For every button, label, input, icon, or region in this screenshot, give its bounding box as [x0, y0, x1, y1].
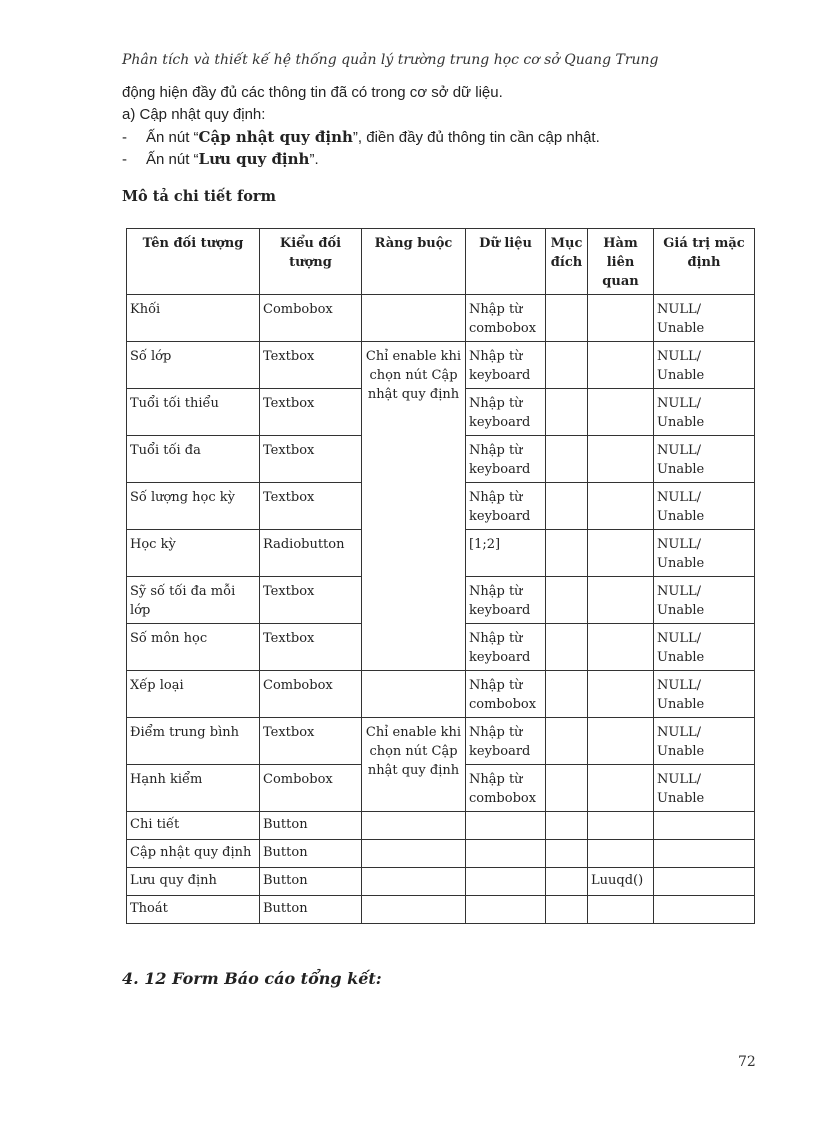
cell-type: Button — [260, 812, 362, 840]
cell-data: Nhập từ combobox — [466, 295, 546, 342]
cell-data — [466, 840, 546, 868]
cell-data: Nhập từ keyboard — [466, 483, 546, 530]
cell-type: Textbox — [260, 718, 362, 765]
cell-constraint — [362, 295, 466, 342]
cell-purpose — [546, 530, 588, 577]
cell-name: Xếp loại — [127, 671, 260, 718]
cell-function: Luuqd() — [588, 868, 654, 896]
cell-data: Nhập từ keyboard — [466, 624, 546, 671]
cell-purpose — [546, 342, 588, 389]
cell-function — [588, 577, 654, 624]
cell-default: NULL/ Unable — [654, 436, 755, 483]
cell-default: NULL/ Unable — [654, 718, 755, 765]
header-cell: Kiểu đối tượng — [260, 229, 362, 295]
cell-function — [588, 342, 654, 389]
bullet-line — [122, 126, 600, 149]
cell-default: NULL/ Unable — [654, 342, 755, 389]
table-header-row — [127, 229, 755, 295]
cell-purpose — [546, 624, 588, 671]
cell-constraint-merged: Chỉ enable khi chọn nút Cập nhật quy định — [362, 718, 466, 812]
cell-function — [588, 389, 654, 436]
cell-name: Số lượng học kỳ — [127, 483, 260, 530]
cell-purpose — [546, 812, 588, 840]
cell-name: Số môn học — [127, 624, 260, 671]
cell-default: NULL/ Unable — [654, 577, 755, 624]
cell-function — [588, 812, 654, 840]
cell-purpose — [546, 840, 588, 868]
cell-type: Textbox — [260, 624, 362, 671]
cell-default: NULL/ Unable — [654, 295, 755, 342]
header-cell: Hàm liên quan — [588, 229, 654, 295]
cell-type: Textbox — [260, 389, 362, 436]
cell-function — [588, 483, 654, 530]
header-cell: Dữ liệu — [466, 229, 546, 295]
cell-type: Button — [260, 868, 362, 896]
cell-purpose — [546, 295, 588, 342]
cell-data: Nhập từ combobox — [466, 671, 546, 718]
section-title: Mô tả chi tiết form — [122, 188, 276, 205]
cell-purpose — [546, 389, 588, 436]
cell-default: NULL/ Unable — [654, 483, 755, 530]
table-row — [127, 868, 755, 896]
running-header: Phân tích và thiết kế hệ thống quản lý trường trung học cơ sở Quang Trung — [122, 52, 659, 68]
cell-name: Thoát — [127, 896, 260, 924]
cell-name: Lưu quy định — [127, 868, 260, 896]
table-row — [127, 295, 755, 342]
cell-default: NULL/ Unable — [654, 530, 755, 577]
header-cell: Ràng buộc — [362, 229, 466, 295]
cell-function — [588, 530, 654, 577]
header-cell: Mục đích — [546, 229, 588, 295]
cell-default: NULL/ Unable — [654, 624, 755, 671]
cell-data: Nhập từ keyboard — [466, 342, 546, 389]
cell-type: Textbox — [260, 483, 362, 530]
cell-type: Button — [260, 896, 362, 924]
cell-data — [466, 896, 546, 924]
cell-data: Nhập từ keyboard — [466, 718, 546, 765]
cell-data: Nhập từ keyboard — [466, 436, 546, 483]
cell-data: Nhập từ combobox — [466, 765, 546, 812]
cell-data: Nhập từ keyboard — [466, 577, 546, 624]
cell-function — [588, 295, 654, 342]
cell-purpose — [546, 436, 588, 483]
cell-function — [588, 840, 654, 868]
cell-function — [588, 718, 654, 765]
cell-name: Số lớp — [127, 342, 260, 389]
bullet-text-post: ”, điền đầy đủ thông tin cần cập nhật. — [352, 129, 600, 146]
table-row — [127, 840, 755, 868]
next-section-heading: 4. 12 Form Báo cáo tổng kết: — [122, 969, 382, 988]
cell-function — [588, 624, 654, 671]
cell-purpose — [546, 577, 588, 624]
cell-name: Tuổi tối đa — [127, 436, 260, 483]
bullet-text-pre: Ấn nút “ — [146, 151, 199, 168]
cell-purpose — [546, 765, 588, 812]
cell-constraint — [362, 896, 466, 924]
cell-name: Tuổi tối thiểu — [127, 389, 260, 436]
cell-data — [466, 812, 546, 840]
form-detail-table — [126, 228, 755, 924]
cell-name: Chi tiết — [127, 812, 260, 840]
cell-function — [588, 436, 654, 483]
cell-default — [654, 896, 755, 924]
page-number: 72 — [738, 1054, 756, 1070]
table-row — [127, 812, 755, 840]
cell-type: Combobox — [260, 671, 362, 718]
cell-type: Textbox — [260, 342, 362, 389]
header-cell: Tên đối tượng — [127, 229, 260, 295]
cell-default: NULL/ Unable — [654, 671, 755, 718]
header-cell: Giá trị mặc định — [654, 229, 755, 295]
cell-constraint — [362, 812, 466, 840]
cell-default: NULL/ Unable — [654, 389, 755, 436]
cell-purpose — [546, 868, 588, 896]
cell-type: Textbox — [260, 577, 362, 624]
table-row — [127, 671, 755, 718]
cell-type: Combobox — [260, 295, 362, 342]
cell-data: Nhập từ keyboard — [466, 389, 546, 436]
table-row — [127, 896, 755, 924]
cell-name: Cập nhật quy định — [127, 840, 260, 868]
cell-data — [466, 868, 546, 896]
cell-default — [654, 812, 755, 840]
cell-default — [654, 868, 755, 896]
cell-purpose — [546, 483, 588, 530]
cell-function — [588, 765, 654, 812]
bullet-line — [122, 148, 319, 171]
bullet-text-post: ”. — [309, 151, 319, 168]
cell-default: NULL/ Unable — [654, 765, 755, 812]
cell-type: Radiobutton — [260, 530, 362, 577]
cell-name: Điểm trung bình — [127, 718, 260, 765]
cell-purpose — [546, 896, 588, 924]
table-row — [127, 342, 755, 389]
cell-default — [654, 840, 755, 868]
cell-constraint — [362, 868, 466, 896]
cell-constraint-merged: Chỉ enable khi chọn nút Cập nhật quy định — [362, 342, 466, 671]
intro-line: động hiện đầy đủ các thông tin đã có trong cơ sở dữ liệu. — [122, 84, 503, 101]
cell-name: Sỹ số tối đa mỗi lớp — [127, 577, 260, 624]
cell-type: Textbox — [260, 436, 362, 483]
cell-purpose — [546, 671, 588, 718]
cell-purpose — [546, 718, 588, 765]
cell-function — [588, 671, 654, 718]
item-a-heading — [122, 104, 265, 126]
bullet-bold-text: Cập nhật quy định — [198, 128, 353, 146]
table-row — [127, 718, 755, 765]
cell-type: Button — [260, 840, 362, 868]
bullet-dash: - — [122, 151, 127, 168]
bullet-dash: - — [122, 129, 127, 146]
item-a-label: a) Cập nhật quy định: — [122, 106, 266, 123]
cell-name: Hạnh kiểm — [127, 765, 260, 812]
bullet-text-pre: Ấn nút “ — [146, 129, 199, 146]
cell-constraint — [362, 840, 466, 868]
bullet-bold-text: Lưu quy định — [198, 150, 310, 168]
cell-function — [588, 896, 654, 924]
cell-data: [1;2] — [466, 530, 546, 577]
cell-constraint — [362, 671, 466, 718]
cell-type: Combobox — [260, 765, 362, 812]
cell-name: Học kỳ — [127, 530, 260, 577]
cell-name: Khối — [127, 295, 260, 342]
